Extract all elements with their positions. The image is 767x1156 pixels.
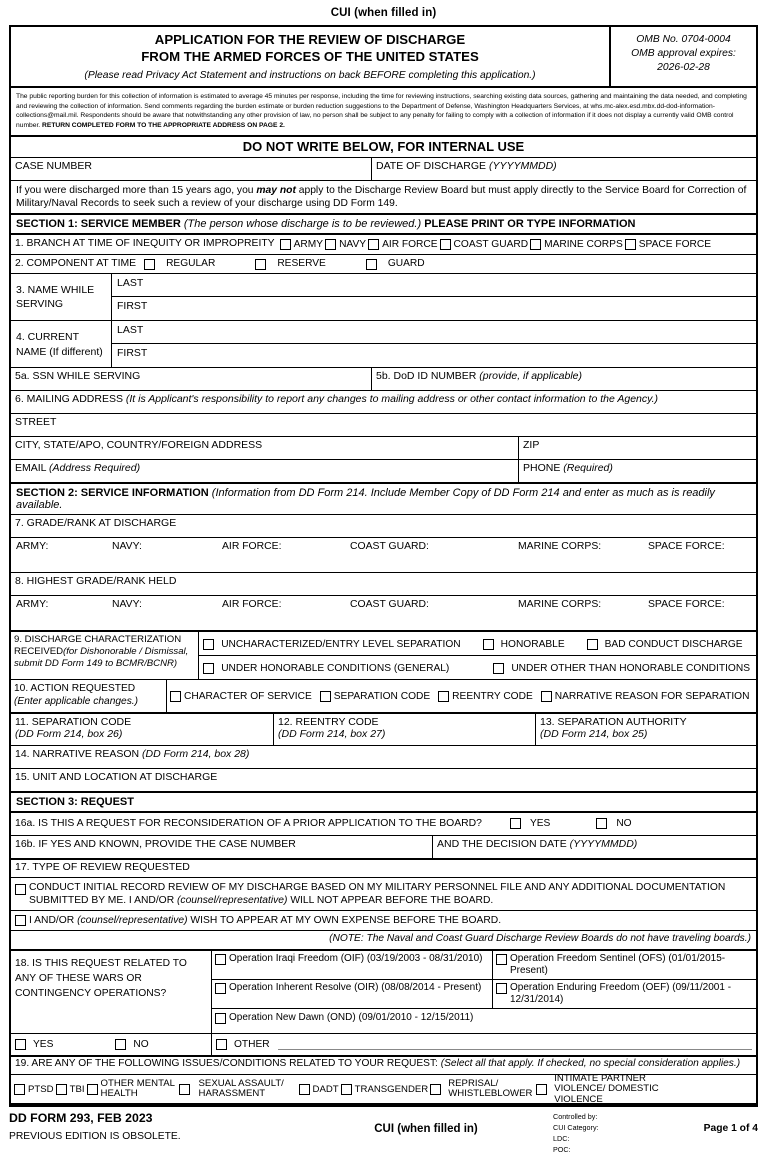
checkbox-operation-freedom-sentinel[interactable]: [496, 954, 507, 965]
controlled-by-label: Controlled by:: [553, 1112, 598, 1122]
section3-heading: [11, 793, 756, 813]
item3-last-label: LAST: [117, 277, 144, 290]
item15-label: 15. UNIT AND LOCATION AT DISCHARGE: [15, 770, 218, 783]
item12-label: 12. REENTRY CODE: [278, 715, 379, 728]
item3-last-field[interactable]: [112, 274, 756, 297]
item6-mailing-address-row: [11, 391, 756, 414]
item5b-dodid-field[interactable]: [371, 368, 756, 390]
item10-checkbox-character-group[interactable]: [170, 691, 312, 702]
item14-row: [11, 746, 756, 769]
item9-checkbox-general-group[interactable]: [203, 663, 449, 674]
checkbox-16a-yes[interactable]: [510, 818, 521, 829]
item19-checkbox-tbi-group[interactable]: [56, 1084, 85, 1095]
item11-italic: (DD Form 214, box 26): [15, 728, 123, 741]
email-label: EMAIL: [15, 462, 47, 475]
item9-label-general: UNDER HONORABLE CONDITIONS (GENERAL): [221, 662, 450, 674]
item18-label-oif: Operation Iraqi Freedom (OIF) (03/19/2003 - 08/31/2010): [229, 953, 483, 965]
item2-label-reserve: RESERVE: [277, 258, 326, 270]
item18-other-label: OTHER: [234, 1038, 270, 1050]
form-title-line2: FROM THE ARMED FORCES OF THE UNITED STATES: [141, 48, 479, 64]
fifteen-year-note-part3: apply to the Discharge Review Board but must apply directly to the Service Board for Correction of Military/Naval Records to seek such a review of your discharge using DD Form 149.: [16, 184, 747, 210]
checkbox-tbi[interactable]: [56, 1084, 67, 1095]
item1-label-coast-guard: COAST GUARD: [453, 238, 529, 250]
item15-field[interactable]: [11, 769, 756, 791]
item7-label: 7. GRADE/RANK AT DISCHARGE: [15, 517, 177, 530]
item7-navy-field[interactable]: [107, 538, 217, 572]
checkbox-record-review[interactable]: [15, 884, 26, 895]
item2-component-row: [11, 255, 756, 274]
item9-label-uncharacterized: UNCHARACTERIZED/ENTRY LEVEL SEPARATION: [221, 638, 461, 650]
item18-yes-label: YES: [33, 1038, 54, 1050]
item5b-label: 5b. DoD ID NUMBER: [376, 370, 477, 383]
checkbox-16a-no[interactable]: [596, 818, 607, 829]
phone-italic: (Required): [563, 462, 613, 475]
item7-army-field[interactable]: [11, 538, 107, 572]
item3-name-while-serving: [11, 274, 756, 321]
item9-checkbox-bad-conduct-group[interactable]: [587, 639, 743, 650]
omb-number: OMB No. 0704-0004: [636, 34, 731, 45]
email-phone-row: [11, 460, 756, 484]
item10-label-separation: SEPARATION CODE: [333, 690, 431, 702]
item17-option1[interactable]: [11, 878, 756, 910]
checkbox-transgender[interactable]: [341, 1084, 352, 1095]
section2-heading-italic: (Information from DD Form 214. Include Member Copy of DD Form 214 and enter as much as is readily available.: [16, 487, 715, 512]
item1-label-marine-corps: MARINE CORPS: [544, 238, 623, 250]
city-label: CITY, STATE/APO, COUNTRY/FOREIGN ADDRESS: [15, 439, 263, 452]
item16b-date-italic: (YYYYMMDD): [569, 837, 638, 850]
item16a-no-label: NO: [616, 817, 632, 829]
item17-note: (NOTE: The Naval and Coast Guard Discharge Review Boards do not have traveling boards.): [329, 933, 751, 945]
checkbox-18-yes[interactable]: [15, 1039, 26, 1050]
item19-label-dadt: DADT: [312, 1083, 339, 1095]
form-header: [11, 27, 756, 88]
item4-last-label: LAST: [117, 324, 144, 337]
item8-coast-guard-field[interactable]: [345, 596, 513, 630]
cui-control-block: [553, 1111, 678, 1155]
item2-checkbox-regular-group[interactable]: [144, 258, 215, 270]
item1-label-air-force: AIR FORCE: [382, 238, 438, 250]
section1-heading-bold: SECTION 1: SERVICE MEMBER: [16, 218, 181, 231]
form-id: DD FORM 293, FEB 2023: [9, 1111, 153, 1126]
item17-note-row: [11, 931, 756, 951]
item10-label-narrative: NARRATIVE REASON FOR SEPARATION: [554, 690, 750, 702]
street-field[interactable]: [11, 414, 756, 436]
item19-label-ptsd: PTSD: [28, 1083, 54, 1095]
form-body: [9, 25, 758, 1105]
item8-coast-guard-label: COAST GUARD:: [350, 599, 429, 611]
item7-air-force-field[interactable]: [217, 538, 345, 572]
checkbox-army[interactable]: [280, 239, 291, 250]
item8-air-force-label: AIR FORCE:: [222, 599, 282, 611]
checkbox-honorable[interactable]: [483, 639, 494, 650]
item1-branch-row: [11, 235, 756, 254]
item5a-label: 5a. SSN WHILE SERVING: [15, 370, 141, 383]
item11-13-row: [11, 714, 756, 746]
street-row: [11, 414, 756, 437]
checkbox-marine-corps[interactable]: [530, 239, 541, 250]
checkbox-bad-conduct-discharge[interactable]: [587, 639, 598, 650]
item17-option2-row: [11, 911, 756, 931]
item9-label-honorable: HONORABLE: [500, 638, 565, 650]
checkbox-under-honorable-conditions-general[interactable]: [203, 663, 214, 674]
item18-label-ond: Operation New Dawn (OND) (09/01/2010 - 12/15/2011): [229, 1012, 474, 1024]
item1-checkbox-coast-guard-group[interactable]: [440, 239, 529, 251]
checkbox-operation-inherent-resolve[interactable]: [215, 983, 226, 994]
item17-label-cell: [11, 860, 756, 877]
item18-checkbox-other-group[interactable]: [216, 1039, 270, 1051]
checkbox-guard[interactable]: [366, 259, 377, 270]
item3-first-label: FIRST: [117, 300, 148, 313]
item9-checkbox-uncharacterized-group[interactable]: [203, 639, 460, 650]
item13-field[interactable]: [535, 714, 756, 745]
item16a-label: 16a. IS THIS A REQUEST FOR RECONSIDERATION OF A PRIOR APPLICATION TO THE BOARD?: [15, 817, 482, 829]
page-number: Page 1 of 4: [703, 1123, 758, 1135]
city-field[interactable]: [11, 437, 518, 459]
previous-edition-note: PREVIOUS EDITION IS OBSOLETE.: [9, 1131, 181, 1143]
form-subtitle: (Please read Privacy Act Statement and instructions on back BEFORE completing this application.): [84, 69, 536, 81]
date-of-discharge-label: DATE OF DISCHARGE: [376, 159, 487, 172]
checkbox-ptsd[interactable]: [14, 1084, 25, 1095]
item10-label-character: CHARACTER OF SERVICE: [184, 690, 312, 702]
item1-label: 1. BRANCH AT TIME OF INEQUITY OR IMPROPREITY: [15, 238, 275, 250]
section3-heading-text: SECTION 3: REQUEST: [16, 795, 134, 808]
item12-italic: (DD Form 214, box 27): [278, 728, 386, 741]
item15-row: [11, 769, 756, 793]
item19-checkbox-dadt-group[interactable]: [299, 1084, 339, 1095]
item14-field[interactable]: [11, 746, 756, 768]
zip-field[interactable]: [518, 437, 756, 459]
item18-no-label: NO: [133, 1038, 149, 1050]
item9-label: 9. DISCHARGE CHARACTERIZATION RECEIVED: [14, 634, 182, 658]
item18-label: 18. IS THIS REQUEST RELATED TO ANY OF THESE WARS OR CONTINGENCY OPERATIONS?: [15, 958, 187, 1000]
item7-marine-corps-field[interactable]: [513, 538, 643, 572]
item10-row: [11, 680, 756, 714]
item8-branches-row: [11, 596, 756, 632]
item18-yesno-row: [11, 1034, 756, 1057]
item17-header-row: [11, 860, 756, 878]
item19-checkbox-other-mental-health-group[interactable]: [87, 1079, 177, 1100]
date-of-discharge-field[interactable]: [371, 158, 756, 180]
ldc-label: LDC:: [553, 1133, 570, 1143]
item2-label-guard: GUARD: [387, 258, 425, 270]
phone-label: PHONE: [523, 462, 561, 475]
item17-option2[interactable]: [11, 911, 756, 930]
item18-option-oif[interactable]: [212, 951, 492, 979]
checkbox-reentry-code[interactable]: [438, 691, 449, 702]
email-field[interactable]: [11, 460, 518, 482]
checkbox-air-force[interactable]: [368, 239, 379, 250]
cui-category-label: CUI Category:: [553, 1123, 599, 1133]
item16a-checkbox-no-group[interactable]: [596, 818, 631, 830]
item8-army-field[interactable]: [11, 596, 107, 630]
item10-label: 10. ACTION REQUESTED: [14, 683, 136, 695]
item4-first-label: FIRST: [117, 347, 148, 360]
item18-ops-row1: [212, 951, 756, 980]
item8-air-force-field[interactable]: [217, 596, 345, 630]
internal-case-row: [11, 158, 756, 181]
item7-branches-row: [11, 538, 756, 573]
poc-label: POC:: [553, 1144, 571, 1154]
checkbox-other-mental-health[interactable]: [87, 1084, 98, 1095]
item2-checkbox-reserve-group[interactable]: [255, 258, 326, 270]
item8-space-force-field[interactable]: [643, 596, 756, 630]
item11-field[interactable]: [11, 714, 273, 745]
cui-bottom-marking: CUI (when filled in): [374, 1123, 478, 1136]
item8-marine-corps-label: MARINE CORPS:: [518, 599, 602, 611]
form-title-block: [11, 27, 609, 86]
item9-label-other-than-honorable: UNDER OTHER THAN HONORABLE CONDITIONS: [511, 662, 750, 674]
section2-heading: [11, 484, 756, 515]
item18-label-oir: Operation Inherent Resolve (OIR) (08/08/2014 - Present): [229, 982, 482, 994]
cui-top-marking: CUI (when filled in): [330, 7, 437, 19]
checkbox-character-of-service[interactable]: [170, 691, 181, 702]
checkbox-operation-new-dawn[interactable]: [215, 1013, 226, 1024]
checkbox-dadt[interactable]: [299, 1084, 310, 1095]
item7-marine-corps-label: MARINE CORPS:: [518, 541, 602, 553]
item6-label: 6. MAILING ADDRESS: [15, 393, 123, 406]
item19-label: 19. ARE ANY OF THE FOLLOWING ISSUES/CONDITIONS RELATED TO YOUR REQUEST:: [15, 1058, 438, 1070]
burden-bold-tail: RETURN COMPLETED FORM TO THE APPROPRIATE ADDRESS ON PAGE 2.: [42, 121, 285, 129]
item18-label-ofs: Operation Freedom Sentinel (OFS) (01/01/2015-Present): [510, 953, 726, 977]
item17-opt1-part1: CONDUCT INITIAL RECORD REVIEW OF MY DISCHARGE BASED ON MY MILITARY PERSONNEL FILE AND ANY ADDITIONAL DOCUMENTATION SUBMITTED BY ME. I AND/OR: [29, 881, 726, 907]
item2-checkbox-guard-group[interactable]: [366, 258, 425, 270]
item8-label: 8. HIGHEST GRADE/RANK HELD: [15, 575, 177, 588]
item9-row: [11, 632, 756, 680]
item16b-decision-date-field[interactable]: [432, 836, 756, 858]
omb-expires-label: OMB approval expires:: [631, 47, 736, 59]
item8-highest-grade-field[interactable]: [11, 573, 756, 595]
item14-label: 14. NARRATIVE REASON: [15, 747, 140, 760]
checkbox-under-other-than-honorable[interactable]: [493, 663, 504, 674]
item17-option1-row: [11, 878, 756, 911]
item19-checkbox-ptsd-group[interactable]: [14, 1084, 54, 1095]
item17-label: 17. TYPE OF REVIEW REQUESTED: [15, 860, 190, 873]
checkbox-operation-iraqi-freedom[interactable]: [215, 954, 226, 965]
item18-option-ofs[interactable]: [492, 951, 756, 979]
item7-row: [11, 515, 756, 538]
checkbox-operation-enduring-freedom[interactable]: [496, 983, 507, 994]
item16a-row: [11, 813, 756, 836]
item16a-checkbox-yes-group[interactable]: [510, 818, 550, 830]
section2-heading-bold: SECTION 2: SERVICE INFORMATION: [16, 487, 209, 500]
item12-field[interactable]: [273, 714, 535, 745]
item3-label: 3. NAME WHILE SERVING: [16, 284, 95, 311]
item8-marine-corps-field[interactable]: [513, 596, 643, 630]
item16b-case-number-field[interactable]: [11, 836, 432, 858]
checkbox-18-no[interactable]: [115, 1039, 126, 1050]
fifteen-year-note-part1: If you were discharged more than 15 years ago, you: [16, 184, 257, 196]
item7-navy-label: NAVY:: [112, 541, 142, 553]
item19-checkbox-transgender-group[interactable]: [341, 1084, 429, 1095]
item9-options-row2: [199, 656, 756, 679]
section1-heading-italic: (The person whose discharge is to be reviewed.): [183, 218, 422, 231]
item9-checkbox-other-than-honorable-group[interactable]: [493, 663, 750, 674]
item1-label-army: ARMY: [293, 238, 324, 250]
item10-checkbox-separation-group[interactable]: [320, 691, 430, 702]
item10-italic: (Enter applicable changes.): [14, 696, 139, 708]
item19-options-row: [11, 1072, 756, 1105]
internal-use-banner: DO NOT WRITE BELOW, FOR INTERNAL USE: [11, 137, 756, 158]
item19-checkbox-sexual-assault-group[interactable]: [179, 1079, 297, 1100]
item19-label-reprisal: REPRISAL/ WHISTLEBLOWER: [448, 1077, 533, 1100]
item19-label-other-mental-health: OTHER MENTAL HEALTH: [100, 1077, 175, 1100]
item5-row: [11, 368, 756, 391]
item8-navy-label: NAVY:: [112, 599, 142, 611]
email-italic: (Address Required): [49, 462, 141, 475]
item17-opt2-italic: (counsel/representative): [77, 915, 188, 927]
item4-label-line1: 4. CURRENT: [16, 331, 80, 344]
checkbox-narrative-reason-separation[interactable]: [541, 691, 552, 702]
section1-heading-bold2: PLEASE PRINT OR TYPE INFORMATION: [424, 218, 636, 231]
omb-expires-date: 2026-02-28: [657, 61, 710, 73]
item1-checkbox-marine-corps-group[interactable]: [530, 239, 623, 251]
item1-checkbox-air-force-group[interactable]: [368, 239, 437, 251]
item8-army-label: ARMY:: [16, 599, 49, 611]
case-number-field[interactable]: [11, 158, 371, 180]
item8-row: [11, 573, 756, 596]
item10-options: [166, 680, 756, 712]
item18-label-oef: Operation Enduring Freedom (OEF) (09/11/2001 - 12/31/2014): [510, 982, 732, 1006]
item16b-label: 16b. IF YES AND KNOWN, PROVIDE THE CASE NUMBER: [15, 837, 296, 850]
item7-space-force-field[interactable]: [643, 538, 756, 572]
checkbox-personal-appearance[interactable]: [15, 915, 26, 926]
item18-option-oef[interactable]: [492, 980, 756, 1008]
case-number-label: CASE NUMBER: [15, 159, 93, 172]
item9-checkbox-honorable-group[interactable]: [483, 639, 565, 650]
item1-checkbox-space-force-group[interactable]: [625, 239, 711, 251]
burden-text: The public reporting burden for this collection of information is estimated to average 45 minutes per response, including the time for reviewing instructions, searching existing data sources, gathering and maintaining the data needed, and completing and reviewing the collection of information. Send comments regarding the burden estimate or burden reduction suggestions to the Department of Defense, Washington Headquarters Services, at whs.mc-alex.esd.mbx.dd-dod-information-collections@mail.mil. Respondents should be aware that notwithstanding any other provision of law, no person shall be subject to any penalty for failing to comply with a collection of information if it does not display a currently valid OMB control number.: [16, 92, 747, 129]
item8-space-force-label: SPACE FORCE:: [648, 599, 725, 611]
checkbox-sexual-assault-harassment[interactable]: [179, 1084, 190, 1095]
item8-navy-field[interactable]: [107, 596, 217, 630]
item1-label-navy: NAVY: [339, 238, 367, 250]
fifteen-year-note: [11, 181, 756, 216]
item17-opt1-italic: (counsel/representative): [177, 895, 288, 907]
item19-checkbox-ipv-group[interactable]: [536, 1074, 684, 1106]
zip-label: ZIP: [523, 439, 540, 452]
fifteen-year-note-emphasis: may not: [256, 184, 296, 196]
checkbox-intimate-partner-violence[interactable]: [536, 1084, 547, 1095]
item1-label-space-force: SPACE FORCE: [638, 238, 712, 250]
checkbox-reserve[interactable]: [255, 259, 266, 270]
item17-opt2-part1: I AND/OR: [29, 915, 78, 927]
item4-current-name: [11, 321, 756, 368]
item2-label-regular: REGULAR: [166, 258, 216, 270]
checkbox-navy[interactable]: [325, 239, 336, 250]
item4-first-field[interactable]: [112, 344, 756, 367]
checkbox-coast-guard[interactable]: [440, 239, 451, 250]
item13-label: 13. SEPARATION AUTHORITY: [540, 715, 687, 728]
item2-label: 2. COMPONENT AT TIME: [15, 257, 137, 269]
item19-checkbox-reprisal-group[interactable]: [430, 1079, 534, 1100]
item10-checkbox-reentry-group[interactable]: [438, 691, 533, 702]
item13-italic: (DD Form 214, box 25): [540, 728, 648, 741]
item19-italic: (Select all that apply. If checked, no special consideration applies.): [440, 1058, 741, 1070]
item16a-yes-label: YES: [529, 817, 551, 829]
item7-space-force-label: SPACE FORCE:: [648, 541, 725, 553]
omb-block: [609, 27, 756, 86]
checkbox-uncharacterized-entry-level[interactable]: [203, 639, 214, 650]
item18-ops-row2: [212, 980, 756, 1009]
checkbox-18-other[interactable]: [216, 1039, 227, 1050]
item19-label-transgender: TRANSGENDER: [354, 1083, 429, 1095]
item4-label-line2: NAME (If different): [16, 345, 103, 358]
item5b-italic: (provide, if applicable): [479, 370, 582, 383]
item9-italic: (for Dishonorable / Dismissal, submit DD Form 149 to BCMR/BCNR): [14, 646, 189, 669]
item5a-ssn-field[interactable]: [11, 368, 371, 390]
phone-field[interactable]: [518, 460, 756, 482]
item6-italic: (It is Applicant's responsibility to report any changes to mailing address or other contact information to the Agency.): [125, 393, 659, 406]
item7-air-force-label: AIR FORCE:: [222, 541, 282, 553]
item7-coast-guard-field[interactable]: [345, 538, 513, 572]
item17-opt2-part3: WISH TO APPEAR AT MY OWN EXPENSE BEFORE THE BOARD.: [187, 915, 502, 927]
item7-grade-rank-field[interactable]: [11, 515, 756, 537]
item10-checkbox-narrative-group[interactable]: [541, 691, 750, 702]
item19-label-ipv: INTIMATE PARTNER VIOLENCE/ DOMESTIC VIOLENCE: [554, 1072, 659, 1105]
item9-options-row1: [199, 632, 756, 656]
item16b-row: [11, 836, 756, 860]
item18-checkbox-no-group[interactable]: [115, 1039, 148, 1051]
date-of-discharge-format: (YYYYMMDD): [489, 159, 557, 172]
item18-checkbox-yes-group[interactable]: [15, 1039, 53, 1051]
item19-label-sexual-assault: SEXUAL ASSAULT/ HARASSMENT: [198, 1077, 284, 1100]
section1-heading: [11, 215, 756, 235]
checkbox-reprisal-whistleblower[interactable]: [430, 1084, 441, 1095]
item18-row: [11, 951, 756, 1034]
item18-other-input-line[interactable]: [278, 1040, 752, 1050]
item19-label-tbi: TBI: [69, 1083, 85, 1095]
item18-option-ond[interactable]: [212, 1009, 756, 1033]
item10-label-reentry: REENTRY CODE: [452, 690, 533, 702]
item17-opt1-part3: WILL NOT APPEAR BEFORE THE BOARD.: [287, 895, 494, 907]
item7-coast-guard-label: COAST GUARD:: [350, 541, 429, 553]
street-label: STREET: [15, 416, 57, 429]
item16b-date-label: AND THE DECISION DATE: [437, 837, 567, 850]
form-footer: [9, 1105, 758, 1155]
checkbox-separation-code[interactable]: [320, 691, 331, 702]
item1-checkbox-army-group[interactable]: [280, 239, 323, 251]
item9-label-bad-conduct: BAD CONDUCT DISCHARGE: [604, 638, 743, 650]
item4-last-field[interactable]: [112, 321, 756, 344]
item18-option-oir[interactable]: [212, 980, 492, 1008]
checkbox-regular[interactable]: [144, 259, 155, 270]
burden-statement: [11, 88, 756, 137]
item11-label: 11. SEPARATION CODE: [15, 715, 132, 728]
item1-checkbox-navy-group[interactable]: [325, 239, 366, 251]
item14-italic: (DD Form 214, box 28): [142, 747, 250, 760]
checkbox-space-force[interactable]: [625, 239, 636, 250]
item3-first-field[interactable]: [112, 297, 756, 320]
form-title-line1: APPLICATION FOR THE REVIEW OF DISCHARGE: [154, 32, 466, 47]
city-zip-row: [11, 437, 756, 460]
item7-army-label: ARMY:: [16, 541, 49, 553]
